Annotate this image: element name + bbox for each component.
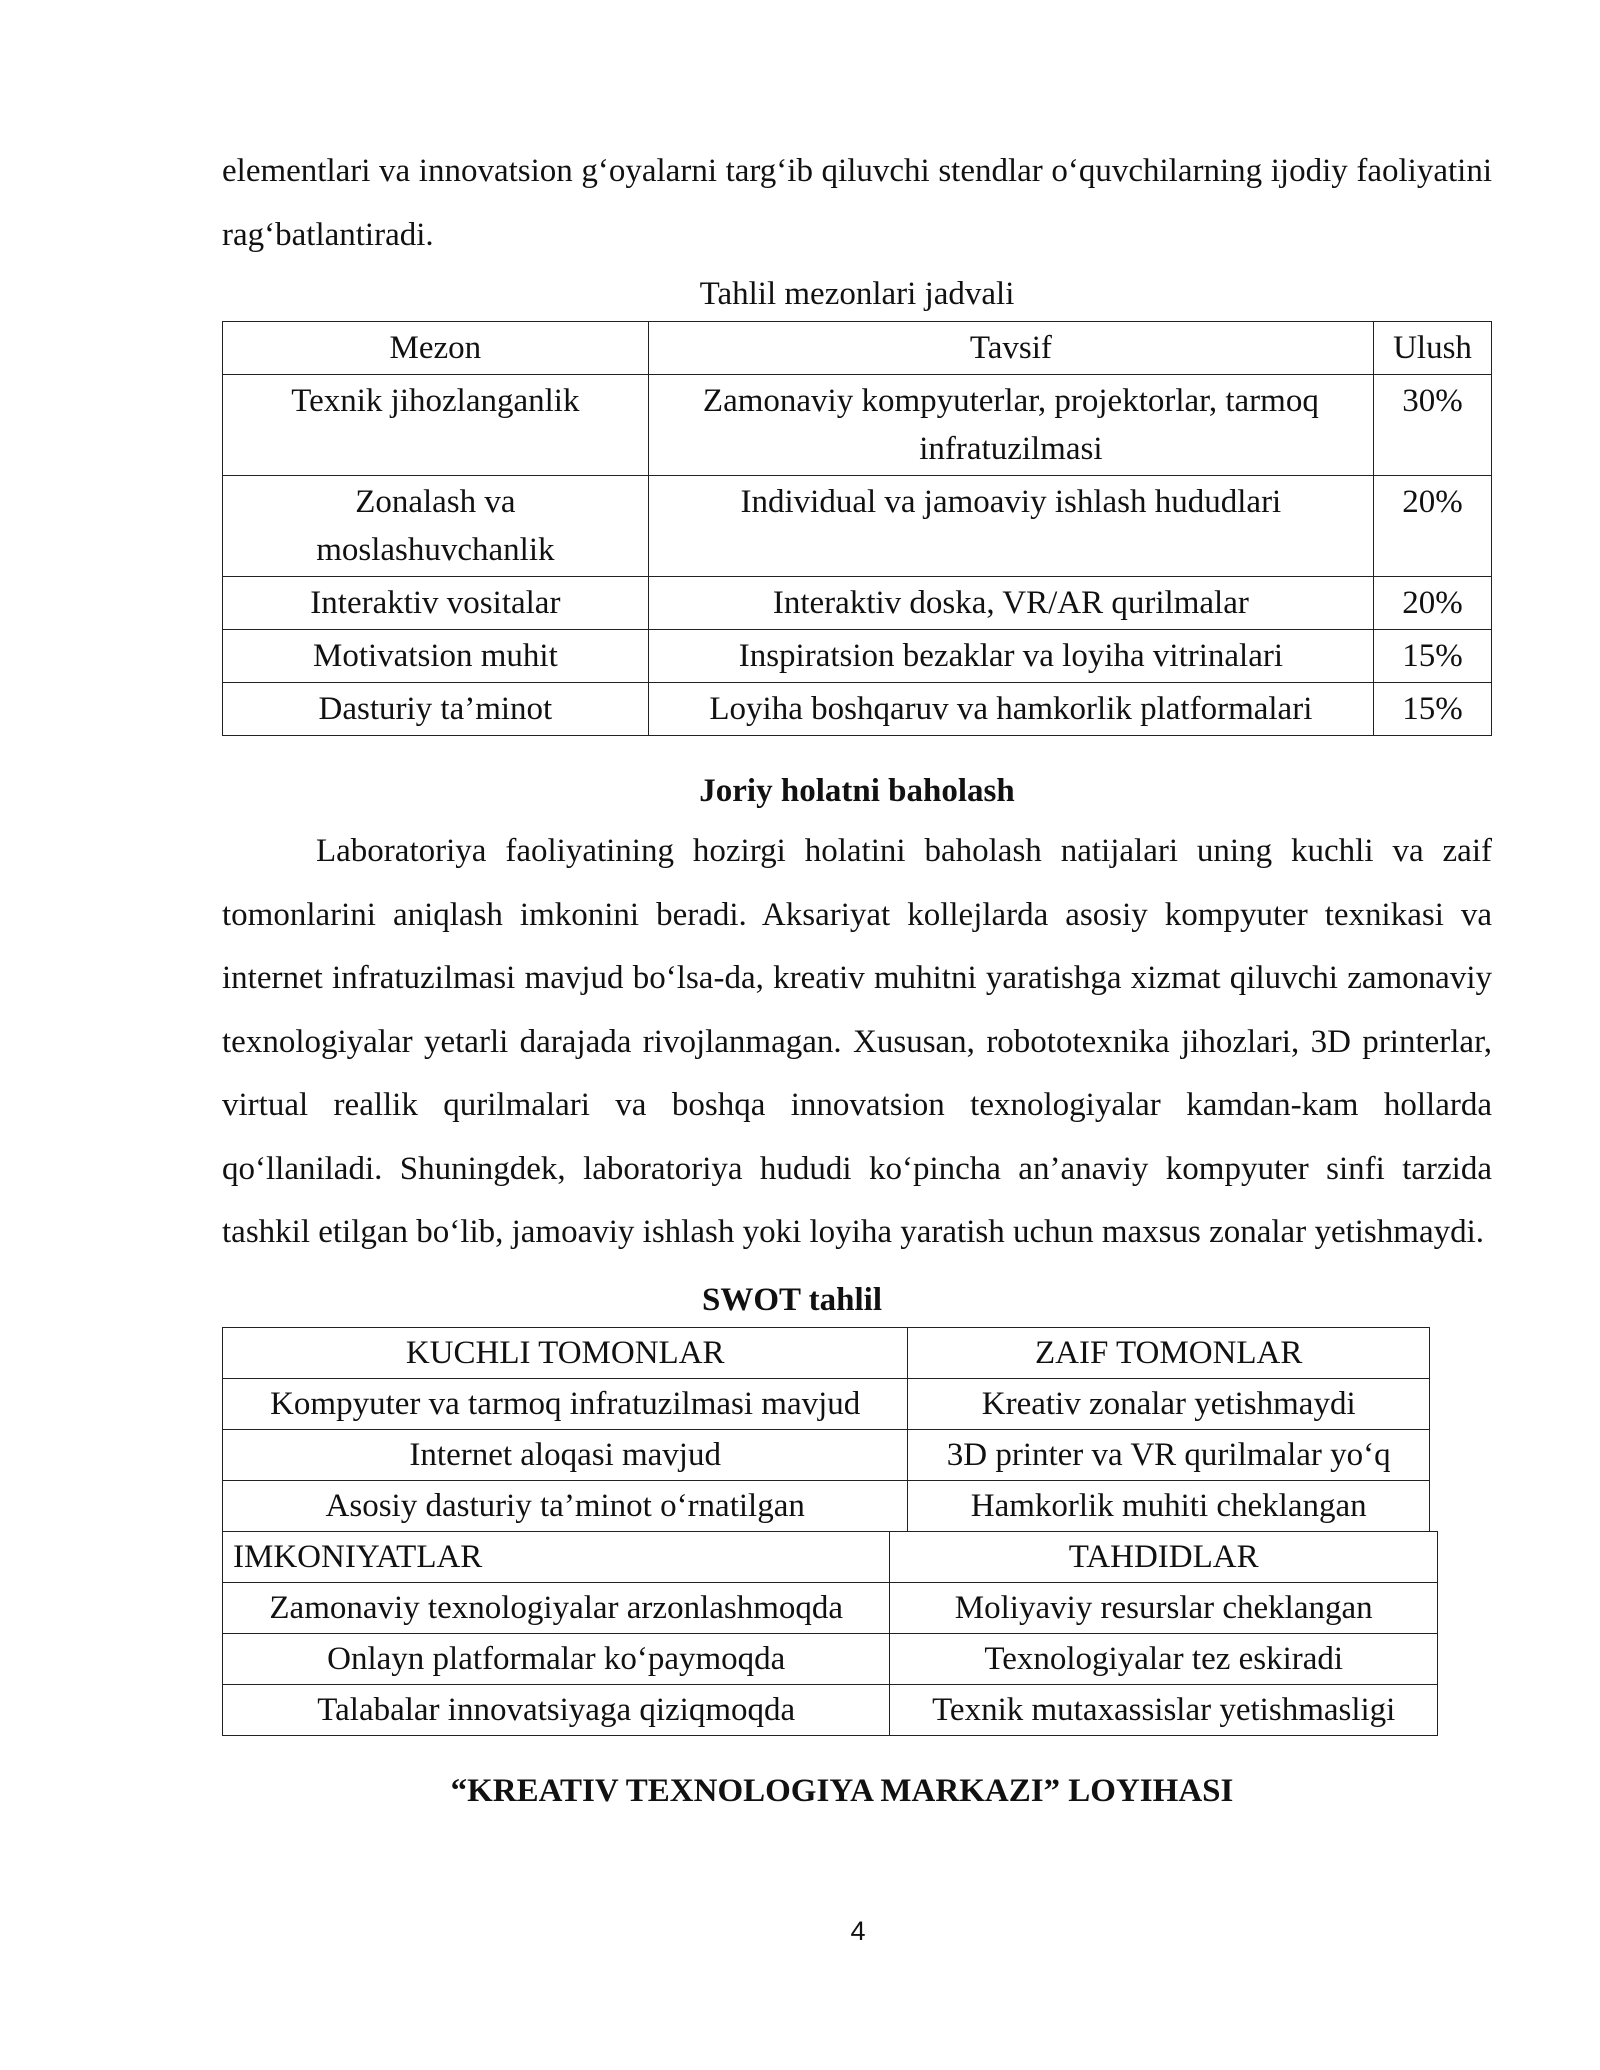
table-row	[223, 375, 1492, 476]
intro-paragraph: elementlari va innovatsion g‘oyalarni targ‘ib qiluvchi stendlar o‘quvchilarning ijodiy faoliyatini rag‘batlantiradi.	[222, 153, 1492, 253]
table-cell: Motivatsion muhit	[223, 630, 649, 683]
table-cell: Texnik jihozlanganlik	[223, 375, 649, 476]
document-page	[222, 140, 1492, 1816]
swot-table-top	[222, 1327, 1430, 1532]
header-cell-mezon: Mezon	[223, 322, 649, 375]
table-row	[223, 1633, 1438, 1684]
table-header-row	[223, 322, 1492, 375]
table-row	[223, 1480, 1430, 1531]
table-cell: Dasturiy ta’minot	[223, 683, 649, 736]
table-cell: Texnik mutaxassislar yetishmasligi	[890, 1684, 1438, 1735]
swot-header-row	[223, 1531, 1438, 1582]
table-cell: Internet aloqasi mavjud	[223, 1429, 908, 1480]
table-cell: 15%	[1374, 683, 1492, 736]
table-row	[223, 1378, 1430, 1429]
section-heading: Joriy holatni baholash	[699, 773, 1015, 809]
criteria-table-caption: Tahlil mezonlari jadvali	[699, 276, 1015, 312]
swot-header-strengths: KUCHLI TOMONLAR	[223, 1327, 908, 1378]
table-cell: Texnologiyalar tez eskiradi	[890, 1633, 1438, 1684]
table-row	[223, 1429, 1430, 1480]
table-cell: Moliyaviy resurslar cheklangan	[890, 1582, 1438, 1633]
table-cell: 20%	[1374, 577, 1492, 630]
header-cell-ulush: Ulush	[1374, 322, 1492, 375]
criteria-table	[222, 321, 1492, 736]
page-number: 4	[850, 1916, 866, 1946]
swot-header-opportunities: IMKONIYATLAR	[223, 1531, 890, 1582]
table-cell: Interaktiv vositalar	[223, 577, 649, 630]
table-row	[223, 476, 1492, 577]
table-cell: Loyiha boshqaruv va hamkorlik platformalari	[648, 683, 1373, 736]
table-cell: 20%	[1374, 476, 1492, 577]
swot-header-threats: TAHDIDLAR	[890, 1531, 1438, 1582]
table-row	[223, 683, 1492, 736]
table-cell: Kreativ zonalar yetishmaydi	[908, 1378, 1430, 1429]
swot-header-row	[223, 1327, 1430, 1378]
swot-title: SWOT tahlil	[701, 1281, 883, 1318]
table-cell: 30%	[1374, 375, 1492, 476]
table-row	[223, 1582, 1438, 1633]
table-cell: Hamkorlik muhiti cheklangan	[908, 1480, 1430, 1531]
table-cell: Individual va jamoaviy ishlash hududlari	[648, 476, 1373, 577]
table-row	[223, 577, 1492, 630]
swot-header-weaknesses: ZAIF TOMONLAR	[908, 1327, 1430, 1378]
swot-table-bottom	[222, 1531, 1438, 1736]
table-row	[223, 630, 1492, 683]
table-row	[223, 1684, 1438, 1735]
next-section-heading: “KREATIV TEXNOLOGIYA MARKAZI” LOYIHASI	[450, 1772, 1234, 1809]
header-cell-tavsif: Tavsif	[648, 322, 1373, 375]
body-paragraph: Laboratoriya faoliyatining hozirgi holatini baholash natijalari uning kuchli va zaif tomonlarini aniqlash imkonini beradi. Aksariyat kollejlarda asosiy kompyuter texnikasi va internet infratuzilmasi mavjud bo‘lsa-da, kreativ muhitni yaratishga xizmat qiluvchi zamonaviy texnologiyalar yetarli darajada rivojlanmagan. Xususan, robototexnika jihozlari, 3D printerlar, virtual reallik qurilmalari va boshqa innovatsion texnologiyalar kamdan-kam hollarda qo‘llaniladi. Shuningdek, laboratoriya hududi ko‘pincha an’anaviy kompyuter sinfi tarzida tashkil etilgan bo‘lib, jamoaviy ishlash yoki loyiha yaratish uchun maxsus zonalar yetishmaydi.	[222, 833, 1492, 1250]
table-cell: 15%	[1374, 630, 1492, 683]
table-cell: Inspiratsion bezaklar va loyiha vitrinalari	[648, 630, 1373, 683]
table-cell: Asosiy dasturiy ta’minot o‘rnatilgan	[223, 1480, 908, 1531]
table-cell: Zonalash va moslashuvchanlik	[223, 476, 649, 577]
table-cell: Onlayn platformalar ko‘paymoqda	[223, 1633, 890, 1684]
table-cell: Zamonaviy kompyuterlar, projektorlar, tarmoq infratuzilmasi	[648, 375, 1373, 476]
table-cell: 3D printer va VR qurilmalar yo‘q	[908, 1429, 1430, 1480]
table-cell: Kompyuter va tarmoq infratuzilmasi mavjud	[223, 1378, 908, 1429]
table-cell: Zamonaviy texnologiyalar arzonlashmoqda	[223, 1582, 890, 1633]
table-cell: Talabalar innovatsiyaga qiziqmoqda	[223, 1684, 890, 1735]
table-cell: Interaktiv doska, VR/AR qurilmalar	[648, 577, 1373, 630]
